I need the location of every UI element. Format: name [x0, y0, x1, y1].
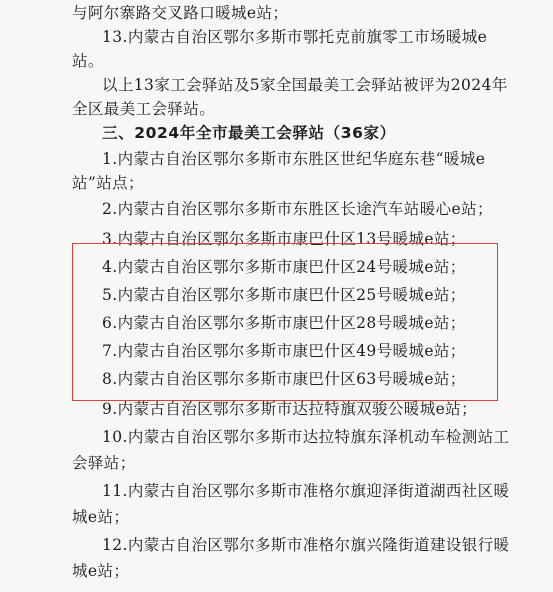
- list-item-10-line-2: 会驿站；: [72, 454, 136, 472]
- list-item-7: 7.内蒙古自治区鄂尔多斯市康巴什区49号暖城e站；: [102, 342, 466, 360]
- list-item-8: 8.内蒙古自治区鄂尔多斯市康巴什区63号暖城e站；: [102, 370, 466, 388]
- highlight-box: [72, 243, 498, 401]
- list-item-3: 3.内蒙古自治区鄂尔多斯市康巴什区13号暖城e站；: [102, 230, 466, 248]
- list-item-4: 4.内蒙古自治区鄂尔多斯市康巴什区24号暖城e站；: [102, 258, 466, 276]
- list-item-5: 5.内蒙古自治区鄂尔多斯市康巴什区25号暖城e站；: [102, 286, 466, 304]
- list-item-10-line-1: 10.内蒙古自治区鄂尔多斯市达拉特旗东泽机动车检测站工: [102, 428, 510, 446]
- text-line-1: 与阿尔寨路交叉路口暖城e站；: [72, 4, 289, 22]
- list-item-12-line-1: 12.内蒙古自治区鄂尔多斯市准格尔旗兴隆街道建设银行暖: [102, 536, 510, 554]
- list-item-11-line-1: 11.内蒙古自治区鄂尔多斯市准格尔旗迎泽街道湖西社区暖: [102, 482, 510, 500]
- text-line-3: 站。: [72, 52, 104, 70]
- text-line-5: 全区最美工会驿站。: [72, 100, 216, 118]
- list-item-1-line-1: 1.内蒙古自治区鄂尔多斯市东胜区世纪华庭东巷“暖城e: [102, 150, 486, 168]
- section-heading: 三、2024年全市最美工会驿站（36家）: [102, 124, 396, 142]
- list-item-12-line-2: 城e站；: [72, 562, 130, 580]
- list-item-11-line-2: 城e站；: [72, 508, 130, 526]
- text-line-4: 以上13家工会驿站及5家全国最美工会驿站被评为2024年: [102, 76, 508, 94]
- list-item-2: 2.内蒙古自治区鄂尔多斯市东胜区长途汽车站暖心e站；: [102, 200, 493, 218]
- list-item-6: 6.内蒙古自治区鄂尔多斯市康巴什区28号暖城e站；: [102, 314, 466, 332]
- list-item-9: 9.内蒙古自治区鄂尔多斯市达拉特旗双骏公暖城e站；: [102, 400, 477, 418]
- text-line-2: 13.内蒙古自治区鄂尔多斯市鄂托克前旗零工市场暖城e: [102, 28, 488, 46]
- list-item-1-line-2: 站”站点；: [72, 174, 144, 192]
